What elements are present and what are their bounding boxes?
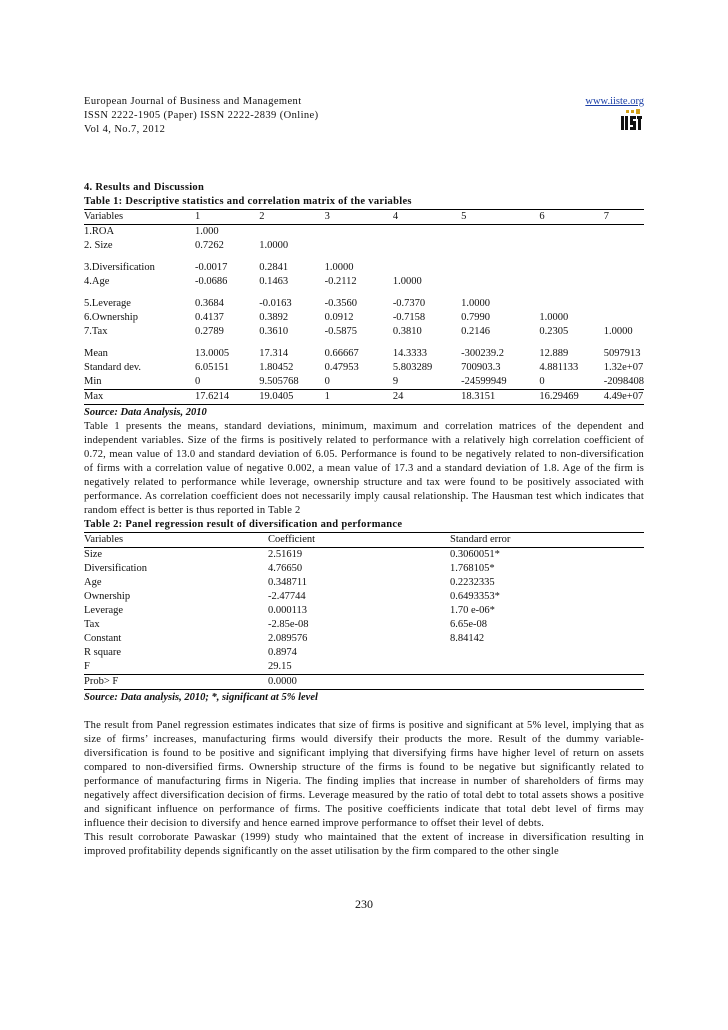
table2-cell — [450, 646, 644, 660]
journal-name: European Journal of Business and Management — [84, 96, 302, 107]
table1-cell: 1.80452 — [259, 362, 294, 373]
table2-cell: Ownership — [84, 591, 131, 602]
page-header — [84, 95, 644, 137]
table1-header-cell: 3 — [325, 210, 393, 225]
table1-row — [84, 347, 644, 361]
table2-row — [84, 618, 644, 632]
table1-cell: -0.7158 — [392, 312, 426, 323]
table1-cell — [604, 225, 644, 240]
table1-cell — [604, 297, 644, 311]
table2-title: Table 2: Panel regression result of diversification and performance — [84, 519, 403, 530]
table2-cell: Prob> F — [84, 675, 268, 690]
table1-cell: -300239.2 — [461, 348, 504, 359]
table1-cell: 1.000 — [195, 226, 219, 237]
table1-cell: 0.2841 — [259, 262, 289, 273]
table2-cell: 2.51619 — [268, 549, 303, 560]
table1-cell: 0.0912 — [324, 312, 354, 323]
table1-cell: Standard dev. — [84, 362, 142, 373]
table1-row — [84, 261, 644, 275]
table1-cell: -0.7370 — [392, 298, 426, 309]
table1-header-cell: Variables — [84, 210, 195, 225]
table1-source: Source: Data Analysis, 2010 — [84, 407, 207, 418]
table2-cell: -2.47744 — [268, 591, 306, 602]
table1-cell: -0.0163 — [259, 298, 292, 309]
table1-header-cell: 6 — [539, 210, 603, 225]
table2-cell: 1.768105* — [450, 563, 495, 574]
table1-spacer-row — [84, 339, 644, 347]
table1-row — [84, 275, 644, 289]
table1-cell: 0.1463 — [259, 276, 289, 287]
table2-row — [84, 576, 644, 590]
issn-line: ISSN 2222-1905 (Paper) ISSN 2222-2839 (Online) — [84, 110, 319, 121]
table2-header-cell: Coefficient — [268, 533, 450, 548]
table2-cell: F — [84, 661, 90, 672]
table1-cell — [604, 261, 644, 275]
table1-row — [84, 239, 644, 253]
table1-cell: 0.7262 — [195, 240, 224, 251]
table1-cell: 5097913 — [603, 348, 641, 359]
table1-cell: 0 — [324, 376, 330, 387]
table1-row — [84, 375, 644, 390]
table1-cell: 4.Age — [84, 276, 110, 287]
table1-cell: 2. Size — [84, 240, 113, 251]
table1-cell — [393, 239, 461, 253]
paragraph-3: This result corroborate Pawaskar (1999) study who maintained that the extent of increase in diversification resulting in improved profitability depends significantly on the asset utilisation by the firm compared to the other single — [84, 832, 644, 857]
table1-cell: 12.889 — [539, 348, 569, 359]
table1-cell: 0.7990 — [461, 312, 490, 323]
table1-cell: Max — [84, 390, 195, 405]
table2-header-row — [84, 533, 644, 548]
table2-cell: 6.65e-08 — [450, 619, 488, 630]
table1-cell: 24 — [393, 390, 461, 405]
table1-header-cell: 7 — [604, 210, 644, 225]
table1-cell: 1 — [325, 390, 393, 405]
table1-cell: 6.Ownership — [84, 312, 138, 323]
table1-cell: 1.0000 — [603, 326, 633, 337]
paragraph-2: The result from Panel regression estimates indicates that size of firms is positive and significant at 5% level, implying that as size of firms’ increases, manufacturing firms would diversify their products the more. Result of the dummy variable-diversification is found to be positive and significant implying that diversifying firms have higher level of return on assets compared to non-diversified firms. Ownership structure of the firms is found to be negative but significantly related to performance of manufacturing firms in Nigeria. The finding implies that increase in number of shareholders of firms may negatively affect diversification decision of firms. Leverage measured by the ratio of total debt to total assets shows a positive and significant influence on performance of firms. The positive coefficients indicate that total debt level of firms may influence their decision to diversify and hence earned improve performance to offset their level of debts. — [84, 720, 644, 829]
table1-cell: 0 — [195, 376, 201, 387]
table1-cell: 0.2305 — [539, 326, 569, 337]
table2 — [84, 532, 644, 690]
table1-cell: -0.3560 — [324, 298, 358, 309]
table2-cell: 0.2232335 — [450, 577, 495, 588]
table1-row — [84, 390, 644, 405]
table1-cell: 1.32e+07 — [603, 362, 644, 373]
table2-cell: 0.8974 — [268, 647, 297, 658]
table1-cell: 5.Leverage — [84, 298, 131, 309]
table1-cell: -2098408 — [603, 376, 644, 387]
table1-cell — [325, 239, 393, 253]
table1-cell: 16.29469 — [539, 390, 603, 405]
table1-cell: 0.2146 — [461, 326, 490, 337]
table2-cell: Tax — [84, 619, 100, 630]
table1-cell — [325, 225, 393, 240]
table2-row — [84, 604, 644, 618]
table1-cell: 1.0000 — [259, 240, 289, 251]
table1-header-row — [84, 210, 644, 225]
table1-cell: 1.0000 — [539, 312, 569, 323]
table1-cell — [539, 225, 603, 240]
table2-row — [84, 675, 644, 690]
table1-cell — [461, 225, 539, 240]
table1-cell — [604, 275, 644, 289]
table1-cell: 0.47953 — [324, 362, 359, 373]
table1-cell — [539, 275, 603, 289]
table2-source: Source: Data analysis, 2010; *, significant at 5% level — [84, 692, 318, 703]
table1-cell: 17.6214 — [195, 390, 259, 405]
table1-cell: Mean — [84, 348, 108, 359]
table2-header-cell: Standard error — [450, 533, 644, 548]
table1-cell: -0.0686 — [195, 276, 228, 287]
table1-cell: 19.0405 — [259, 390, 324, 405]
table2-cell: -2.85e-08 — [268, 619, 309, 630]
table1-cell: 0 — [539, 376, 545, 387]
table1-cell: 6.05151 — [195, 362, 230, 373]
table1-cell: 0.3610 — [259, 326, 289, 337]
table1-cell: 17.314 — [259, 348, 289, 359]
table1-cell — [461, 261, 539, 275]
table2-cell: 2.089576 — [268, 633, 308, 644]
table1-cell: 0.3684 — [195, 298, 224, 309]
table1 — [84, 209, 644, 405]
table1-cell: 0.2789 — [195, 326, 224, 337]
table1-row — [84, 225, 644, 240]
table1-cell: -24599949 — [461, 376, 507, 387]
table1-cell: 1.ROA — [84, 226, 115, 237]
table1-row — [84, 325, 644, 339]
table1-cell: -0.0017 — [195, 262, 228, 273]
table2-cell: Leverage — [84, 605, 124, 616]
volume-line: Vol 4, No.7, 2012 — [84, 124, 166, 135]
table1-cell: 4.49e+07 — [604, 390, 644, 405]
table1-cell: -0.2112 — [324, 276, 357, 287]
table1-cell: 13.0005 — [195, 348, 230, 359]
table1-cell: 700903.3 — [461, 362, 501, 373]
table1-cell — [393, 225, 461, 240]
table1-cell — [461, 239, 539, 253]
table1-header-cell: 1 — [195, 210, 259, 225]
table1-header-cell: 2 — [259, 210, 324, 225]
table1-header-cell: 5 — [461, 210, 539, 225]
table1-row — [84, 311, 644, 325]
table1-row — [84, 361, 644, 375]
table1-cell: Min — [84, 376, 102, 387]
table1-row — [84, 297, 644, 311]
table2-cell: 29.15 — [268, 661, 292, 672]
table2-cell — [450, 660, 644, 675]
table2-cell: 0.3060051* — [450, 549, 500, 560]
table2-row — [84, 548, 644, 563]
table2-cell: 1.70 e-06* — [450, 605, 495, 616]
table2-cell: R square — [84, 647, 122, 658]
table1-cell: 1.0000 — [392, 276, 422, 287]
table2-cell: Age — [84, 577, 102, 588]
table1-spacer-row — [84, 289, 644, 297]
page-number: 230 — [355, 897, 373, 911]
results-section — [84, 181, 644, 859]
table1-cell — [604, 239, 644, 253]
table2-row — [84, 660, 644, 675]
table2-header-cell: Variables — [84, 533, 268, 548]
table2-cell: 4.76650 — [268, 563, 303, 574]
table1-header-cell: 4 — [393, 210, 461, 225]
table2-row — [84, 632, 644, 646]
table1-cell: 3.Diversification — [84, 262, 155, 273]
table2-cell: 8.84142 — [450, 633, 485, 644]
journal-url-link[interactable]: www.iiste.org — [585, 96, 644, 107]
table1-title: Table 1: Descriptive statistics and correlation matrix of the variables — [84, 196, 412, 207]
table1-cell: 1.0000 — [461, 298, 490, 309]
table1-cell: 18.3151 — [461, 390, 539, 405]
table2-cell: Size — [84, 549, 103, 560]
table1-cell: 0.3892 — [259, 312, 289, 323]
table2-row — [84, 646, 644, 660]
table2-cell: 0.348711 — [268, 577, 307, 588]
table1-spacer-row — [84, 253, 644, 261]
table2-cell: 0.0000 — [268, 675, 450, 690]
table1-cell: 9.505768 — [259, 376, 299, 387]
table1-cell: -0.5875 — [324, 326, 358, 337]
table2-cell: Diversification — [84, 563, 147, 574]
table2-row — [84, 562, 644, 576]
table1-cell: 9 — [392, 376, 399, 387]
iiste-logo-icon — [620, 109, 642, 131]
table1-cell — [539, 239, 603, 253]
table1-cell: 5.803289 — [392, 362, 433, 373]
table1-cell — [393, 261, 461, 275]
table2-cell — [450, 675, 644, 690]
table2-cell: 0.6493353* — [450, 591, 500, 602]
table2-cell: Constant — [84, 633, 122, 644]
table1-cell: 0.4137 — [195, 312, 224, 323]
table1-cell: 14.3333 — [392, 348, 427, 359]
table1-cell — [259, 225, 324, 240]
table1-cell — [539, 297, 603, 311]
paragraph-1: Table 1 presents the means, standard deviations, minimum, maximum and correlation matrices of the dependent and independent variables. Size of the firms is positively related to performance with a relatively high correlation coefficient of 0.72, mean value of 13.0 and standard deviation of 6.05. Performance is found to be negatively related to non-diversification of firms with a correlation value of negative 0.002, a mean value of 17.3 and a standard deviation of 1.8. Age of the firm is negatively related to performance while leverage, ownership structure and tax were found to be positively associated with performance. As correlation coefficient does not necessarily imply causal relationship. The Hausman test which indicates that random effect is better is thus reported in Table 2 — [84, 421, 644, 516]
table1-cell: 0.66667 — [324, 348, 359, 359]
table1-cell — [604, 311, 644, 325]
table1-cell: 1.0000 — [324, 262, 354, 273]
section-title: 4. Results and Discussion — [84, 182, 205, 193]
table1-cell — [461, 275, 539, 289]
table1-cell — [539, 261, 603, 275]
table2-cell: 0.000113 — [268, 605, 307, 616]
table1-cell: 0.3810 — [392, 326, 422, 337]
table2-row — [84, 590, 644, 604]
table1-cell: 7.Tax — [84, 326, 108, 337]
table1-cell: 4.881133 — [539, 362, 579, 373]
